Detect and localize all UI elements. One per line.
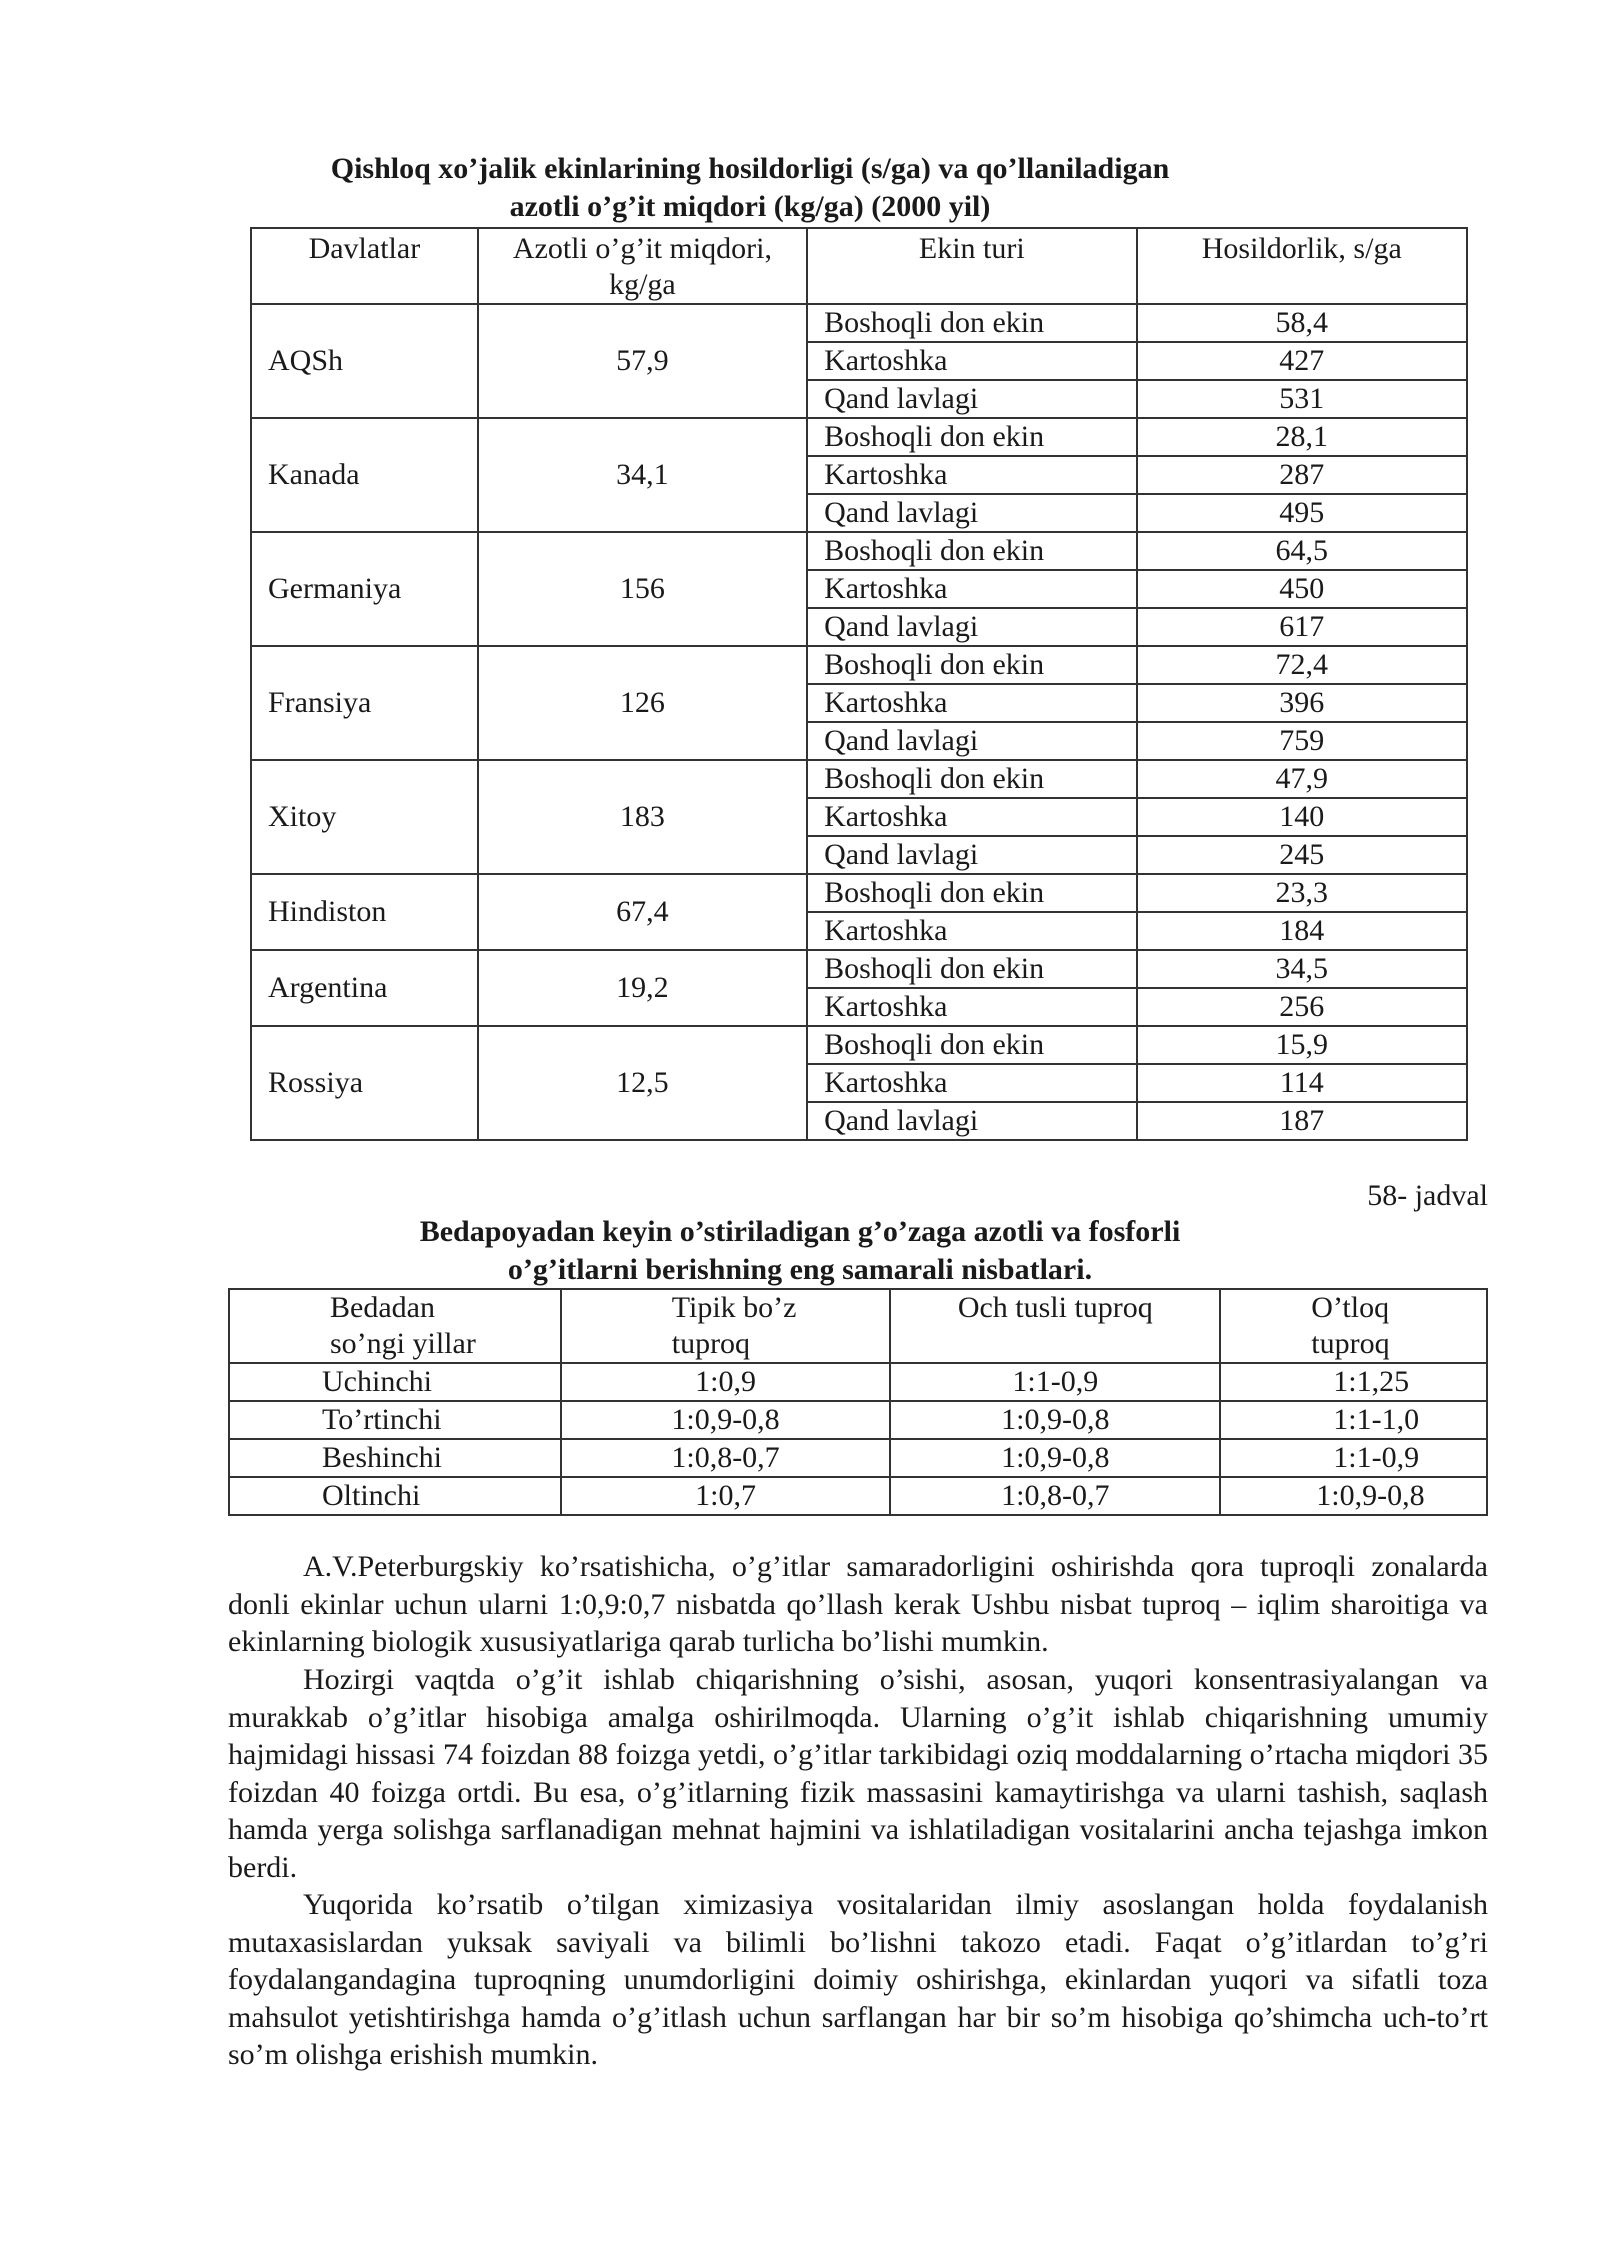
fertilizer-cell: 34,1 bbox=[478, 418, 807, 532]
crop-cell: Kartoshka bbox=[807, 570, 1136, 608]
fertilizer-cell: 12,5 bbox=[478, 1026, 807, 1140]
ratio-cell: 1:0,9-0,8 bbox=[890, 1439, 1220, 1477]
ratio-cell: 1:0,9-0,8 bbox=[1220, 1477, 1487, 1515]
table2-title-line2: o’g’itlarni berishning eng samarali nisbatlari. bbox=[507, 1253, 1093, 1286]
crop-cell: Qand lavlagi bbox=[807, 380, 1136, 418]
ratio-cell: 1:0,9 bbox=[561, 1363, 891, 1401]
table-header-row bbox=[251, 228, 1467, 304]
yield-cell: 114 bbox=[1137, 1064, 1467, 1102]
country-cell: Hindiston bbox=[251, 874, 478, 950]
ratio-cell: 1:1-0,9 bbox=[890, 1363, 1220, 1401]
table1-title bbox=[250, 150, 1250, 226]
table-row bbox=[251, 646, 1467, 684]
table-row bbox=[229, 1363, 1487, 1401]
crop-cell: Boshoqli don ekin bbox=[807, 874, 1136, 912]
yield-cell: 23,3 bbox=[1137, 874, 1467, 912]
crop-cell: Qand lavlagi bbox=[807, 608, 1136, 646]
ratio-cell: 1:1-0,9 bbox=[1220, 1439, 1487, 1477]
yield-cell: 531 bbox=[1137, 380, 1467, 418]
paragraph-1: A.V.Peterburgskiy ko’rsatishicha, o’g’itlar samaradorligini oshirishda qora tuproqli zonalarda donli ekinlar uchun ularni 1:0,9:0,7 nisbatda qo’llash kerak Ushbu nisbat tuproq – iqlim sharoitiga va ekinlarning biologik xususiyatlariga qarab turlicha bo’lishi mumkin. bbox=[228, 1550, 1488, 1658]
yield-cell: 427 bbox=[1137, 342, 1467, 380]
country-cell: AQSh bbox=[251, 304, 478, 418]
crop-cell: Boshoqli don ekin bbox=[807, 646, 1136, 684]
table-header-row bbox=[229, 1289, 1487, 1363]
yield-cell: 187 bbox=[1137, 1102, 1467, 1140]
table-row bbox=[251, 1026, 1467, 1064]
yield-cell: 245 bbox=[1137, 836, 1467, 874]
ratio-cell: 1:1-1,0 bbox=[1220, 1401, 1487, 1439]
table-row bbox=[251, 874, 1467, 912]
table-row bbox=[229, 1477, 1487, 1515]
crop-cell: Boshoqli don ekin bbox=[807, 950, 1136, 988]
country-cell: Fransiya bbox=[251, 646, 478, 760]
yield-cell: 28,1 bbox=[1137, 418, 1467, 456]
table-row bbox=[251, 950, 1467, 988]
yield-cell: 396 bbox=[1137, 684, 1467, 722]
crop-cell: Boshoqli don ekin bbox=[807, 532, 1136, 570]
fertilizer-cell: 183 bbox=[478, 760, 807, 874]
column-header: Och tusli tuproq bbox=[890, 1289, 1220, 1363]
column-header: Ekin turi bbox=[807, 228, 1136, 304]
ratio-cell: 1:1,25 bbox=[1220, 1363, 1487, 1401]
fertilizer-cell: 156 bbox=[478, 532, 807, 646]
ratio-table bbox=[228, 1288, 1488, 1516]
column-header: O’tloq tuproq bbox=[1220, 1289, 1487, 1363]
crop-cell: Boshoqli don ekin bbox=[807, 304, 1136, 342]
yield-cell: 15,9 bbox=[1137, 1026, 1467, 1064]
table-number-label: 58- jadval bbox=[1367, 1179, 1488, 1212]
yield-cell: 450 bbox=[1137, 570, 1467, 608]
yield-cell: 256 bbox=[1137, 988, 1467, 1026]
crop-cell: Kartoshka bbox=[807, 798, 1136, 836]
year-cell: Beshinchi bbox=[229, 1439, 561, 1477]
yield-cell: 58,4 bbox=[1137, 304, 1467, 342]
table-row bbox=[251, 304, 1467, 342]
crop-cell: Qand lavlagi bbox=[807, 722, 1136, 760]
table-row bbox=[251, 418, 1467, 456]
table1-title-line1: Qishloq xo’jalik ekinlarining hosildorligi (s/ga) va qo’llaniladigan bbox=[330, 152, 1170, 185]
ratio-cell: 1:0,8-0,7 bbox=[890, 1477, 1220, 1515]
country-cell: Rossiya bbox=[251, 1026, 478, 1140]
crop-cell: Qand lavlagi bbox=[807, 1102, 1136, 1140]
yield-cell: 64,5 bbox=[1137, 532, 1467, 570]
yield-table bbox=[250, 227, 1468, 1141]
country-cell: Xitoy bbox=[251, 760, 478, 874]
crop-cell: Qand lavlagi bbox=[807, 836, 1136, 874]
table-row bbox=[229, 1439, 1487, 1477]
fertilizer-cell: 19,2 bbox=[478, 950, 807, 1026]
country-cell: Germaniya bbox=[251, 532, 478, 646]
column-header: Bedadan so’ngi yillar bbox=[229, 1289, 561, 1363]
crop-cell: Kartoshka bbox=[807, 342, 1136, 380]
fertilizer-cell: 67,4 bbox=[478, 874, 807, 950]
year-cell: Oltinchi bbox=[229, 1477, 561, 1515]
yield-cell: 72,4 bbox=[1137, 646, 1467, 684]
table-row bbox=[251, 532, 1467, 570]
yield-cell: 495 bbox=[1137, 494, 1467, 532]
ratio-cell: 1:0,8-0,7 bbox=[561, 1439, 891, 1477]
yield-cell: 184 bbox=[1137, 912, 1467, 950]
crop-cell: Kartoshka bbox=[807, 912, 1136, 950]
paragraph-2: Hozirgi vaqtda o’g’it ishlab chiqarishning o’sishi, asosan, yuqori konsentrasiyalangan va murakkab o’g’itlar hisobiga amalga oshirilmoqda. Ularning o’g’it ishlab chiqarishning umumiy hajmidagi hissasi 74 foizdan 88 foizga yetdi, o’g’itlar tarkibidagi oziq moddalarning o’rtacha miqdori 35 foizdan 40 foizga ortdi. Bu esa, o’g’itlarning fizik massasini kamaytirishga va ularni tashish, saqlash hamda yerga solishga sarflanadigan mehnat hajmini va ishlatiladigan vositalarini ancha tejashga imkon berdi. bbox=[228, 1663, 1488, 1884]
country-cell: Argentina bbox=[251, 950, 478, 1026]
crop-cell: Boshoqli don ekin bbox=[807, 418, 1136, 456]
column-header: Davlatlar bbox=[251, 228, 478, 304]
ratio-cell: 1:0,9-0,8 bbox=[561, 1401, 891, 1439]
year-cell: Uchinchi bbox=[229, 1363, 561, 1401]
yield-cell: 47,9 bbox=[1137, 760, 1467, 798]
column-header: Tipik bo’z tuproq bbox=[561, 1289, 891, 1363]
crop-cell: Qand lavlagi bbox=[807, 494, 1136, 532]
crop-cell: Boshoqli don ekin bbox=[807, 760, 1136, 798]
yield-cell: 140 bbox=[1137, 798, 1467, 836]
year-cell: To’rtinchi bbox=[229, 1401, 561, 1439]
crop-cell: Kartoshka bbox=[807, 988, 1136, 1026]
crop-cell: Kartoshka bbox=[807, 684, 1136, 722]
fertilizer-cell: 57,9 bbox=[478, 304, 807, 418]
crop-cell: Kartoshka bbox=[807, 456, 1136, 494]
fertilizer-cell: 126 bbox=[478, 646, 807, 760]
table1-title-line2: azotli o’g’it miqdori (kg/ga) (2000 yil) bbox=[509, 190, 991, 223]
crop-cell: Kartoshka bbox=[807, 1064, 1136, 1102]
yield-cell: 34,5 bbox=[1137, 950, 1467, 988]
paragraph-3: Yuqorida ko’rsatib o’tilgan ximizasiya vositalaridan ilmiy asoslangan holda foydalanish mutaxasislardan yuksak saviyali va bilimli bo’lishni takozo etadi. Faqat o’g’itlardan to’g’ri foydalangandagina tuproqning unumdorligini doimiy oshirishga, ekinlardan yuqori va sifatli toza mahsulot yetishtirishga hamda o’g’itlash uchun sarflangan har bir so’m hisobiga qo’shimcha uch-to’rt so’m olishga erishish mumkin. bbox=[228, 1888, 1488, 2071]
table-row bbox=[229, 1401, 1487, 1439]
yield-cell: 287 bbox=[1137, 456, 1467, 494]
column-header: Hosildorlik, s/ga bbox=[1137, 228, 1467, 304]
crop-cell: Boshoqli don ekin bbox=[807, 1026, 1136, 1064]
yield-cell: 759 bbox=[1137, 722, 1467, 760]
table-row bbox=[251, 760, 1467, 798]
ratio-cell: 1:0,9-0,8 bbox=[890, 1401, 1220, 1439]
table2-title-line1: Bedapoyadan keyin o’stiriladigan g’o’zaga azotli va fosforli bbox=[419, 1215, 1181, 1248]
ratio-cell: 1:0,7 bbox=[561, 1477, 891, 1515]
table2-title bbox=[300, 1213, 1300, 1289]
country-cell: Kanada bbox=[251, 418, 478, 532]
column-header: Azotli o’g’it miqdori, kg/ga bbox=[478, 228, 807, 304]
yield-cell: 617 bbox=[1137, 608, 1467, 646]
